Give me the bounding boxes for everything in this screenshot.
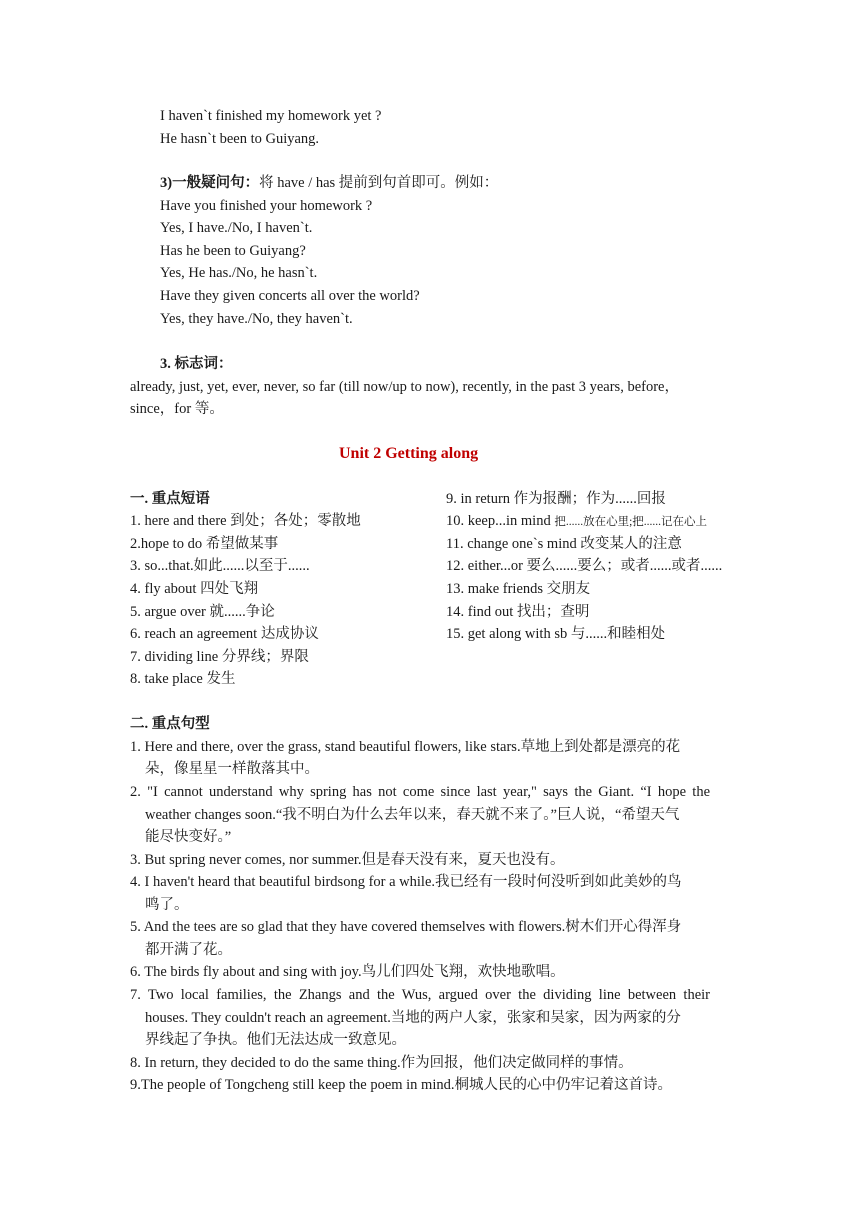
sentence-line: 1. Here and there, over the grass, stand beautiful flowers, like stars.草地上到处都是漂亮的花 <box>130 739 681 755</box>
sentence-line: 5. And the tees are so glad that they have covered themselves with flowers.树木们开心得浑身 <box>130 919 682 935</box>
phrase-item: 2.hope to do 希望做某事 <box>130 536 279 552</box>
sentence-line: 2. "I cannot understand why spring has not come since last year," says the Giant. “I hope the <box>130 784 710 800</box>
phrase-item: 6. reach an agreement 达成协议 <box>130 626 319 642</box>
intro-line-1: I haven`t finished my homework yet ? <box>160 108 382 124</box>
signals-line-1: already, just, yet, ever, never, so far (till now/up to now), recently, in the past 3 years, before， <box>130 379 679 395</box>
phrase-item: 8. take place 发生 <box>130 671 236 687</box>
question-heading <box>160 174 498 192</box>
phrase-item: 12. either...or 要么......要么；或者......或者...... <box>446 558 723 574</box>
question-heading-rest: 将 have / has 提前到句首即可。例如： <box>259 175 499 191</box>
sentences-heading: 二. 重点句型 <box>130 716 210 732</box>
phrase-item: 11. change one`s mind 改变某人的注意 <box>446 536 682 552</box>
question-line: Has he been to Guiyang? <box>160 243 306 259</box>
phrase-item: 14. find out 找出；查明 <box>446 604 590 620</box>
phrase-item-small-text: 把......放在心里;把......记在心上 <box>554 516 708 528</box>
signals-heading: 3. 标志词： <box>160 356 233 372</box>
sentence-line: 朵，像星星一样散落其中。 <box>145 761 319 777</box>
sentence-line: 能尽快变好。” <box>145 829 232 845</box>
sentence-line: 界线起了争执。他们无法达成一致意见。 <box>145 1032 406 1048</box>
phrase-item: 5. argue over 就......争论 <box>130 604 275 620</box>
phrase-item: 13. make friends 交朋友 <box>446 581 591 597</box>
phrase-item: 15. get along with sb 与......和睦相处 <box>446 626 666 642</box>
question-heading-bold: 3)一般疑问句： <box>160 175 260 191</box>
question-line: Have you finished your homework ? <box>160 198 373 214</box>
phrase-item: 4. fly about 四处飞翔 <box>130 581 259 597</box>
question-line: Have they given concerts all over the world? <box>160 288 420 304</box>
sentence-line: 7. Two local families, the Zhangs and the Wus, argued over the dividing line between their <box>130 987 710 1003</box>
intro-line-2: He hasn`t been to Guiyang. <box>160 131 320 147</box>
phrase-item: 9. in return 作为报酬；作为......回报 <box>446 491 666 507</box>
sentence-line: 3. But spring never comes, nor summer.但是春天没有来，夏天也没有。 <box>130 852 565 868</box>
phrase-item-text: 10. keep...in mind <box>446 513 555 529</box>
phrase-item: 3. so...that.如此......以至于...... <box>130 558 310 574</box>
sentence-line: 6. The birds fly about and sing with joy.鸟儿们四处飞翔，欢快地歌唱。 <box>130 964 565 980</box>
phrase-item: 7. dividing line 分界线；界限 <box>130 649 309 665</box>
phrase-item <box>446 512 707 531</box>
question-line: Yes, He has./No, he hasn`t. <box>160 265 318 281</box>
sentence-line: weather changes soon.“我不明白为什么去年以来，春天就不来了。”巨人说，“希望天气 <box>145 807 680 823</box>
sentence-line: 9.The people of Tongcheng still keep the poem in mind.桐城人民的心中仍牢记着这首诗。 <box>130 1077 672 1093</box>
sentence-line: 8. In return, they decided to do the same thing.作为回报，他们决定做同样的事情。 <box>130 1055 633 1071</box>
sentence-line: houses. They couldn't reach an agreement.当地的两户人家，张家和吴家，因为两家的分 <box>145 1010 681 1026</box>
sentence-line: 4. I haven't heard that beautiful birdsong for a while.我已经有一段时何没听到如此美妙的鸟 <box>130 874 682 890</box>
signals-line-2: since，for 等。 <box>130 401 224 417</box>
question-line: Yes, I have./No, I haven`t. <box>160 220 313 236</box>
question-line: Yes, they have./No, they haven`t. <box>160 311 353 327</box>
phrase-item: 1. here and there 到处；各处；零散地 <box>130 513 361 529</box>
sentence-line: 都开满了花。 <box>145 942 232 958</box>
phrases-heading: 一. 重点短语 <box>130 491 210 507</box>
unit-title: Unit 2 Getting along <box>339 445 479 462</box>
sentence-line: 鸣了。 <box>145 897 189 913</box>
